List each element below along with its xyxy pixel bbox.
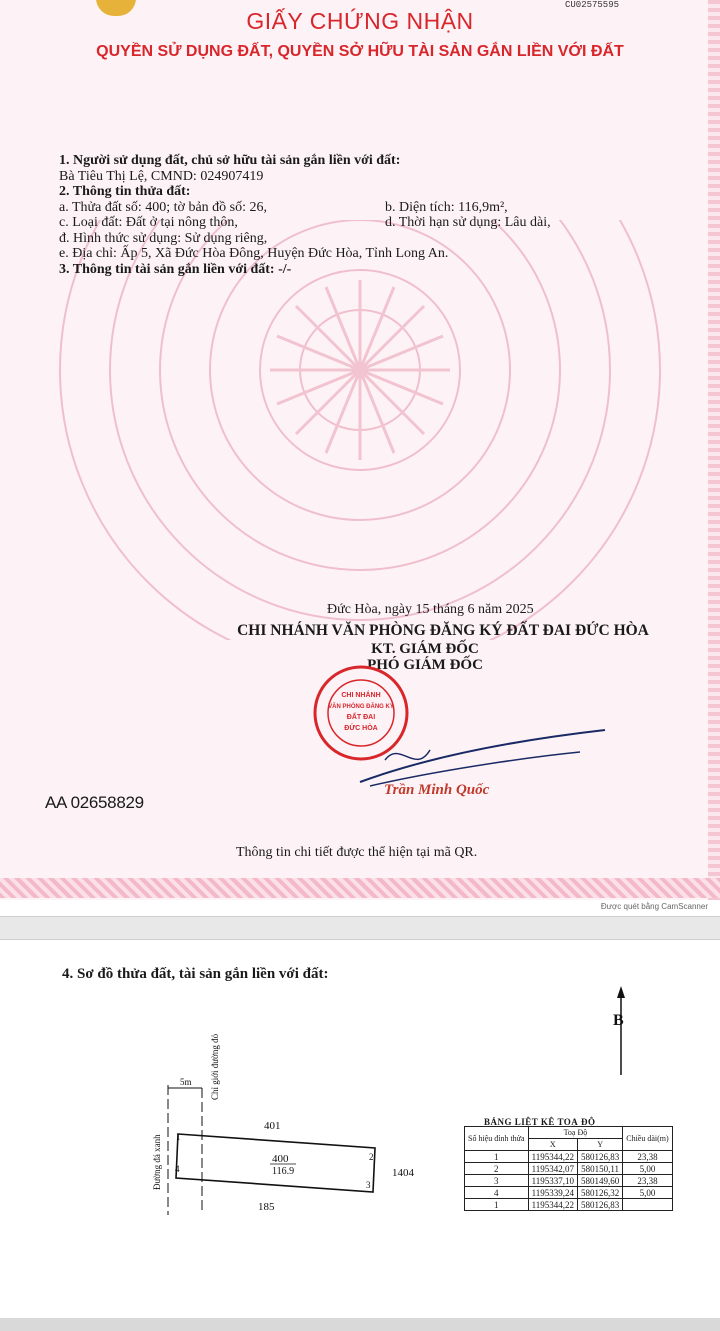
- decorative-border-right: [708, 0, 720, 900]
- parcel-number: 400: [272, 1153, 289, 1165]
- serial-number: AA 02658829: [45, 793, 144, 812]
- header-len: Chiều dài(m): [623, 1127, 672, 1151]
- parcel-e: e. Địa chỉ: Ấp 5, Xã Đức Hòa Đông, Huyện Đức Hòa, Tỉnh Long An.: [59, 246, 449, 261]
- road-label: Đường đá xanh: [152, 1134, 162, 1190]
- handwritten-signature: [340, 720, 610, 790]
- cell-no: 1: [465, 1199, 529, 1211]
- issuing-office: CHI NHÁNH VĂN PHÒNG ĐĂNG KÝ ĐẤT ĐAI ĐỨC HÒA: [237, 622, 649, 639]
- vertex-2: 2: [369, 1152, 374, 1162]
- coordinate-table: [464, 1126, 673, 1211]
- table-row: [465, 1187, 673, 1199]
- issue-date: Đức Hòa, ngày 15 tháng 6 năm 2025: [327, 602, 534, 617]
- cell-y: 580126,32: [577, 1187, 622, 1199]
- decorative-border-bottom: [0, 878, 720, 898]
- header-y: Y: [577, 1139, 622, 1151]
- section-2-heading: 2. Thông tin thửa đất:: [59, 184, 191, 199]
- cell-x: 1195344,22: [528, 1199, 577, 1211]
- cell-no: 4: [465, 1187, 529, 1199]
- cell-len: 23,38: [623, 1151, 672, 1163]
- cell-no: 2: [465, 1163, 529, 1175]
- parcel-dd: đ. Hình thức sử dụng: Sử dụng riêng,: [59, 230, 268, 246]
- parcel-row-cd: [59, 215, 679, 231]
- camscanner-footer: Được quét bằng CamScanner: [600, 902, 708, 911]
- certificate-code: CU02575595: [565, 0, 620, 10]
- header-x: X: [528, 1139, 577, 1151]
- stamp-line-4: ĐỨC HÒA: [344, 725, 378, 732]
- page-gap: [0, 916, 720, 940]
- cell-len: 23,38: [623, 1175, 672, 1187]
- coord-table-title: BẢNG LIỆT KÊ TOẠ ĐỘ: [484, 1117, 596, 1127]
- table-row: [465, 1151, 673, 1163]
- parcel-row-ab: [59, 200, 679, 216]
- table-row: [465, 1175, 673, 1187]
- adjacent-right: 1404: [392, 1167, 414, 1179]
- section-4-heading: 4. Sơ đồ thửa đất, tài sản gắn liền với đất:: [62, 966, 329, 982]
- setback-label: 5m: [180, 1077, 192, 1087]
- cell-x: 1195344,22: [528, 1151, 577, 1163]
- certificate-info: [59, 153, 679, 277]
- header-no: Số hiệu đỉnh thửa: [465, 1127, 529, 1151]
- table-header-row: [465, 1127, 673, 1139]
- table-row: [465, 1199, 673, 1211]
- cell-x: 1195339,24: [528, 1187, 577, 1199]
- stamp-line-3: ĐẤT ĐAI: [346, 714, 376, 721]
- section-3-heading: 3. Thông tin tài sản gắn liền với đất: -/-: [59, 261, 292, 277]
- cell-y: 580126,83: [577, 1199, 622, 1211]
- section-1-heading: 1. Người sử dụng đất, chủ sở hữu tài sản gắn liền với đất:: [59, 153, 401, 168]
- cell-len: [623, 1199, 672, 1211]
- cell-no: 3: [465, 1175, 529, 1187]
- certificate-title: GIẤY CHỨNG NHẬN: [246, 8, 474, 34]
- stamp-line-1: CHI NHÁNH: [341, 692, 381, 699]
- bottom-bar: [0, 1318, 720, 1331]
- parcel-a: a. Thửa đất số: 400; tờ bản đồ số: 26,: [59, 199, 267, 215]
- cell-len: 5,00: [623, 1187, 672, 1199]
- adjacent-bottom: 185: [258, 1201, 275, 1213]
- cell-no: 1: [465, 1151, 529, 1163]
- adjacent-top: 401: [264, 1120, 281, 1132]
- drum-rosette-watermark: [40, 220, 680, 640]
- deputy-director: PHÓ GIÁM ĐỐC: [367, 657, 483, 673]
- cell-y: 580149,60: [577, 1175, 622, 1187]
- cell-len: 5,00: [623, 1163, 672, 1175]
- parcel-d: d. Thời hạn sử dụng: Lâu dài,: [385, 215, 551, 230]
- stamp-line-2: VĂN PHÒNG ĐĂNG KÝ: [328, 704, 394, 710]
- vertex-4: 4: [175, 1164, 180, 1174]
- cell-y: 580150,11: [577, 1163, 622, 1175]
- cell-x: 1195337,10: [528, 1175, 577, 1187]
- signer-name: Trần Minh Quốc: [384, 782, 490, 798]
- vertex-1: 1: [176, 1132, 181, 1142]
- qr-note: Thông tin chi tiết được thể hiện tại mã QR.: [236, 845, 478, 860]
- parcel-b: b. Diện tích: 116,9m²,: [385, 199, 508, 215]
- header-coord: Toạ Độ: [528, 1127, 623, 1139]
- table-row: [465, 1163, 673, 1175]
- north-arrow-head: [617, 986, 625, 998]
- boundary-label: Chỉ giới đường đỏ: [210, 1033, 220, 1100]
- cell-y: 580126,83: [577, 1151, 622, 1163]
- vertex-3: 3: [366, 1180, 371, 1190]
- north-label: B: [613, 1012, 624, 1029]
- parcel-c: c. Loại đất: Đất ở tại nông thôn,: [59, 215, 238, 230]
- kt-director: KT. GIÁM ĐỐC: [371, 641, 479, 657]
- owner-line: Bà Tiêu Thị Lệ, CMND: 024907419: [59, 168, 264, 184]
- cell-x: 1195342,07: [528, 1163, 577, 1175]
- certificate-subtitle: QUYỀN SỬ DỤNG ĐẤT, QUYỀN SỞ HỮU TÀI SẢN GẮN LIỀN VỚI ĐẤT: [96, 43, 624, 60]
- parcel-area: 116.9: [272, 1166, 295, 1177]
